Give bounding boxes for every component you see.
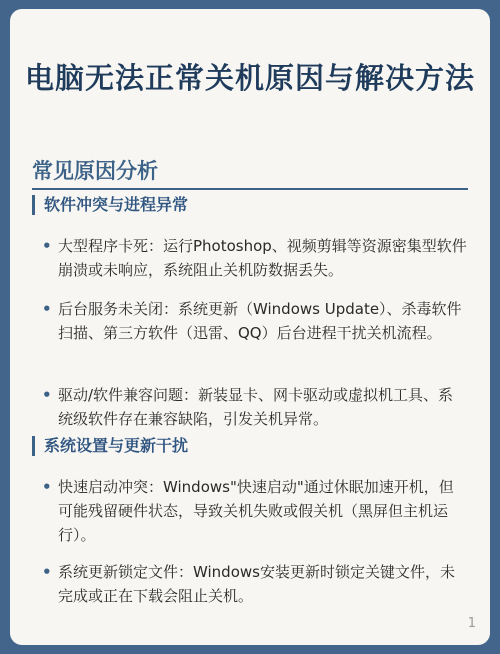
subheading-system-settings: 系统设置与更新干扰	[32, 436, 188, 456]
list-item	[42, 560, 468, 608]
list-item-text: 后台服务未关闭：系统更新（Windows Update）、杀毒软件扫描、第三方软件（迅雷、QQ）后台进程干扰关机流程。	[58, 300, 462, 342]
section-title: 常见原因分析	[32, 159, 158, 183]
bullet-icon: •	[42, 563, 52, 581]
document-page	[10, 9, 490, 645]
list-item	[42, 297, 468, 345]
list-item	[42, 475, 468, 547]
bullet-icon: •	[42, 478, 52, 496]
bullet-icon: •	[42, 300, 52, 318]
subheading-software-conflict: 软件冲突与进程异常	[32, 195, 188, 215]
list-item-text: 驱动/软件兼容问题：新装显卡、网卡驱动或虚拟机工具、系统级软件存在兼容缺陷，引发关机异常。	[58, 386, 454, 428]
list-item-text: 大型程序卡死：运行Photoshop、视频剪辑等资源密集型软件崩溃或未响应，系统阻止关机防数据丢失。	[58, 237, 467, 279]
bullet-icon: •	[42, 237, 52, 255]
page-title: 电脑无法正常关机原因与解决方法	[24, 61, 475, 95]
list-item	[42, 234, 468, 282]
list-item-text: 系统更新锁定文件：Windows安装更新时锁定关键文件，未完成或正在下载会阻止关机。	[58, 563, 455, 605]
bullet-icon: •	[42, 386, 52, 404]
list-item	[42, 383, 468, 431]
page-number: 1	[467, 616, 476, 631]
section-divider	[32, 188, 468, 190]
list-item-text: 快速启动冲突：Windows"快速启动"通过休眠加速开机，但可能残留硬件状态，导致关机失败或假关机（黑屏但主机运行）。	[58, 478, 454, 544]
